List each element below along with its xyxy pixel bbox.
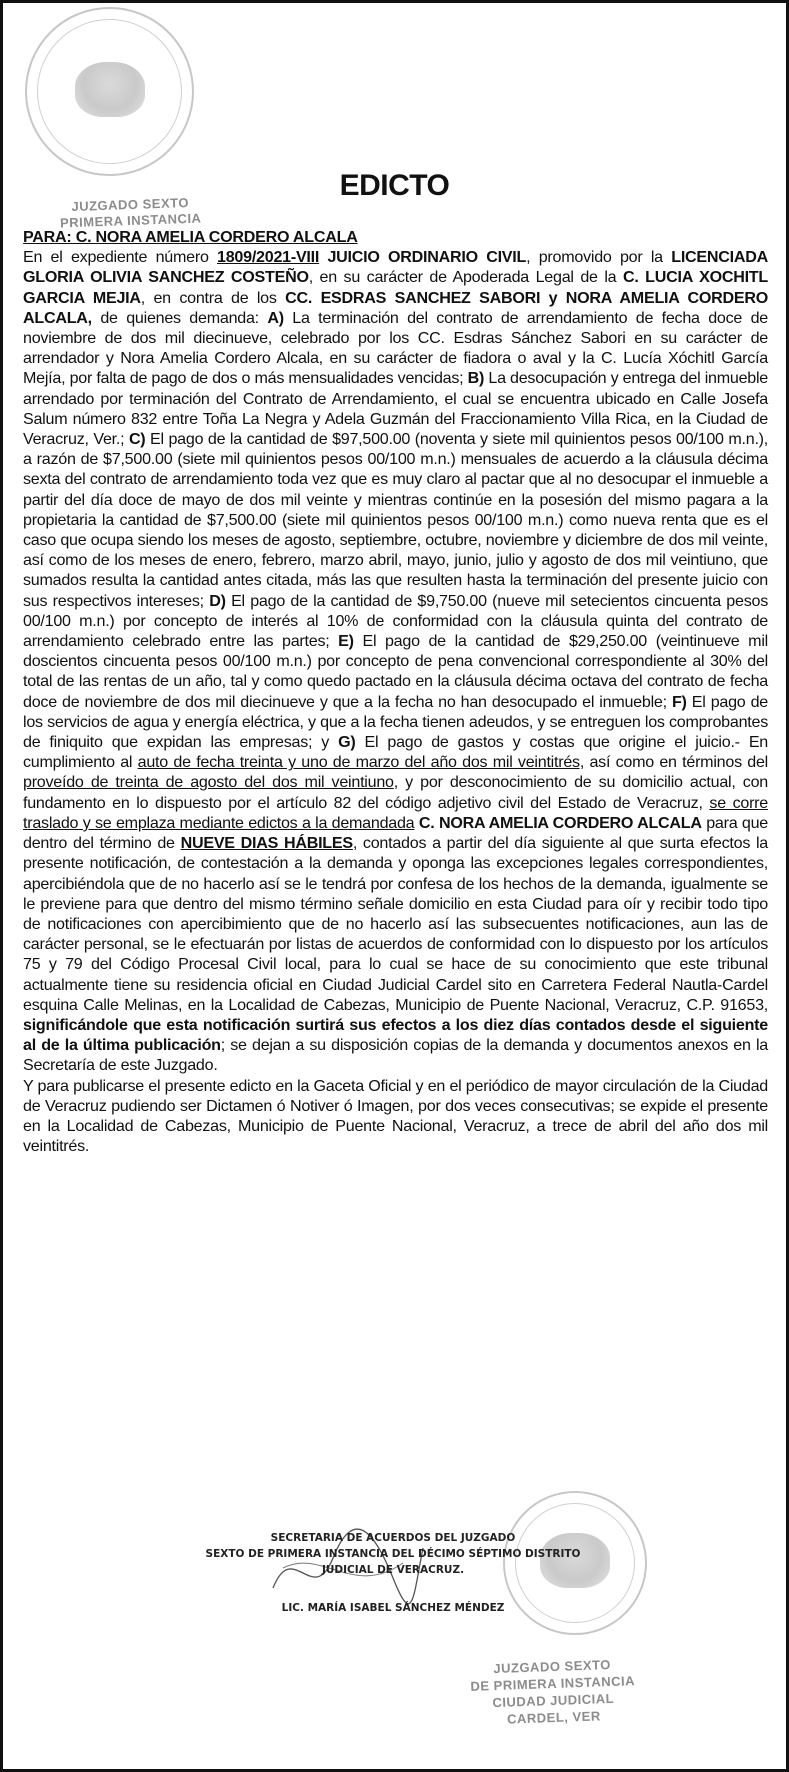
text-run: El pago de los servicios de agua y energía eléctrica, y que a la fecha tienen adeudos, y se entreguen los comprobantes de finiquito que expidan las empresas; y: [23, 692, 769, 752]
text-run: de quienes demanda:: [91, 308, 268, 327]
signature-title-line-3: JUDICIAL DE VERACRUZ.: [321, 1564, 465, 1576]
state-seal-icon: [25, 7, 194, 176]
text-run: ; se dejan a su disposición copias de la demanda y documentos anexos en la Secretaría de este Juzgado.: [23, 1036, 769, 1075]
text-run: G): [338, 733, 356, 752]
text-run: 1809/2021-VIII: [217, 248, 320, 267]
text-run: , promovido por la: [526, 248, 672, 267]
text-run: auto de fecha treinta y uno de marzo del año dos mil veintitrés,: [137, 753, 585, 772]
text-run: , en contra de los: [140, 288, 286, 307]
text-run: E): [338, 632, 354, 651]
text-run: LICENCIADA GLORIA OLIVIA SANCHEZ COSTEÑO: [23, 248, 768, 287]
signature-title-line-1: SECRETARIA DE ACUERDOS DEL JUZGADO: [270, 1532, 516, 1544]
text-run: para que dentro del término de: [23, 813, 769, 853]
text-run: así como en términos del: [584, 753, 768, 772]
court-stamp-top: JUZGADO SEXTO PRIMERA INSTANCIA: [59, 194, 202, 231]
text-run: , contados a partir del día siguiente al que surta efectos la presente notificación, de contestación a la demanda y oponga las excepciones legales correspondientes, apercibiéndola que de no hacerlo así se le tendrá por confesa de los hechos de la demanda, igualmente se le previene para que dentro del mismo término señale domicilio en esta Ciudad para oír y recibir todo tipo de notificaciones con apercibimiento que de no hacerlo así las subsecuentes notificaciones, aun las de carácter personal, se le efectuarán por listas de acuerdos de conformidad con lo dispuesto por los artículos 75 y 79 del Código Procesal Civil local, para lo cual se hace de su conocimiento que este tribunal actualmente tiene su residencia oficial en Ciudad Judicial Cardel sito en Carretera Federal Nautla-Cardel esquina Calle Melinas, en la Localidad de Cabezas, Municipio de Puente Nacional, Veracruz, C.P. 91653,: [23, 834, 768, 1014]
text-run: El pago de la cantidad de $29,250.00 (veintinueve mil doscientos cincuenta pesos 00/100 m.n.) por concepto de pena convencional correspondiente al 30% del total de las rentas de un año, tal y como quedo pactado en la cláusula décima octava del contrato de fecha doce de noviembre de dos mil diecinueve y que a la fecha no han desocupado el inmueble;: [23, 632, 768, 711]
text-run: El pago de la cantidad de $9,750.00 (nueve mil setecientos cincuenta pesos 00/100 m.n.) por concepto de interés al 10% de conformidad con la cláusula quinta del contrato de arrendamiento celebrado entre las partes;: [23, 591, 768, 651]
text-run: El pago de gastos y costas que origine el juicio.- En cumplimiento al: [23, 733, 769, 772]
text-run: JUICIO ORDINARIO CIVIL: [319, 248, 527, 267]
signature-title-line-2: SEXTO DE PRIMERA INSTANCIA DEL DÉCIMO SÉPTIMO DISTRITO: [205, 1548, 581, 1560]
text-run: C. LUCIA XOCHITL GARCIA MEJIA: [23, 268, 768, 307]
court-stamp-bottom: JUZGADO SEXTO DE PRIMERA INSTANCIA CIUDAD JUDICIAL CARDEL, VER: [470, 1656, 636, 1727]
text-run: La terminación del contrato de arrendamiento de fecha doce de noviembre de dos mil diecinueve, celebrado por los CC. Esdras Sánchez Sabori en su carácter de arrendador y Nora Amelia Cordero Alcala, en su carácter de fiadora o aval y la C. Lucía Xóchitl García Mejía, por falta de pago de dos o más mensualidades vencidas;: [23, 308, 768, 388]
text-run: El pago de la cantidad de $97,500.00 (noventa y siete mil quinientos pesos 00/100 m.n.), a razón de $7,500.00 (siete mil quinientos pesos 00/100 m.n.) mensuales de acuerdo a la cláusula décima sexta del contrato de arrendamiento toda vez que es muy claro al pactar que al no desocupar el inmueble a partir del día doce de mayo de dos mil veinte y mientras continúe en la posesión del mismo pagara a la propietaria la cantidad de $7,500.00 (siete mil quinientos pesos 00/100 m.n.) como nueva renta que es el caso que ocupa siendo los meses de agosto, septiembre, octubre, noviembre y diciembre de dos mil veinte, así como de los meses de enero, febrero, marzo abril, mayo, junio, julio y agosto de dos mil veintiuno, que sumados resulta la cantidad antes citada, más las que resulten hasta la terminación del presente juicio con sus respectivos intereses;: [23, 430, 768, 610]
text-run: CC. ESDRAS SANCHEZ SABORI y NORA AMELIA CORDERO ALCALA,: [23, 288, 768, 327]
text-run: , en su carácter de Apoderada Legal de la: [308, 268, 623, 287]
document-title: EDICTO: [339, 169, 450, 202]
text-run: NUEVE DIAS HÁBILES: [180, 834, 353, 853]
text-run: C. NORA AMELIA CORDERO ALCALA: [418, 813, 702, 832]
text-run: La desocupación y entrega del inmueble arrendado por terminación del Contrato de Arrendamiento, el cual se encuentra ubicado en Calle Josefa Salum número 832 entre Toña La Negra y Adela Guzmán del Fraccionamiento Villa Rica, en la Ciudad de Veracruz, Ver.;: [23, 369, 769, 449]
text-run: D): [209, 591, 226, 610]
text-run: F): [671, 692, 687, 711]
main-paragraph: [23, 247, 768, 1075]
edict-body: [23, 227, 768, 1156]
text-run: , y por desconocimiento de su domicilio actual, con fundamento en lo dispuesto por el artículo 82 del código adjetivo civil del Estado de Veracruz,: [23, 773, 768, 812]
addressee: PARA: C. NORA AMELIA CORDERO ALCALA: [23, 228, 358, 246]
text-run: se corre traslado y se emplaza mediante edictos a la demandada: [23, 793, 768, 832]
text-run: C): [128, 430, 146, 449]
text-run: B): [467, 369, 485, 388]
publication-paragraph: Y para publicarse el presente edicto en la Gaceta Oficial y en el periódico de mayor circulación de la Ciudad de Veracruz pudiendo ser Dictamen ó Notiver ó Imagen, por dos veces consecutivas; se expide el presente en la Localidad de Cabezas, Municipio de Puente Nacional, Veracruz, a trece de abril del año dos mil veintitrés.: [23, 1076, 768, 1156]
text-run: En el expediente número: [23, 248, 218, 267]
text-run: significándole que esta notificación surtirá sus efectos a los diez días contados desde el siguiente al de la última publicación: [23, 1015, 768, 1055]
signature-block: [163, 1530, 623, 1616]
signatory-name: LIC. MARÍA ISABEL SÁNCHEZ MÉNDEZ: [281, 1602, 505, 1614]
text-run: A): [267, 308, 284, 327]
text-run: proveído de treinta de agosto del dos mil veintiuno: [23, 773, 394, 792]
